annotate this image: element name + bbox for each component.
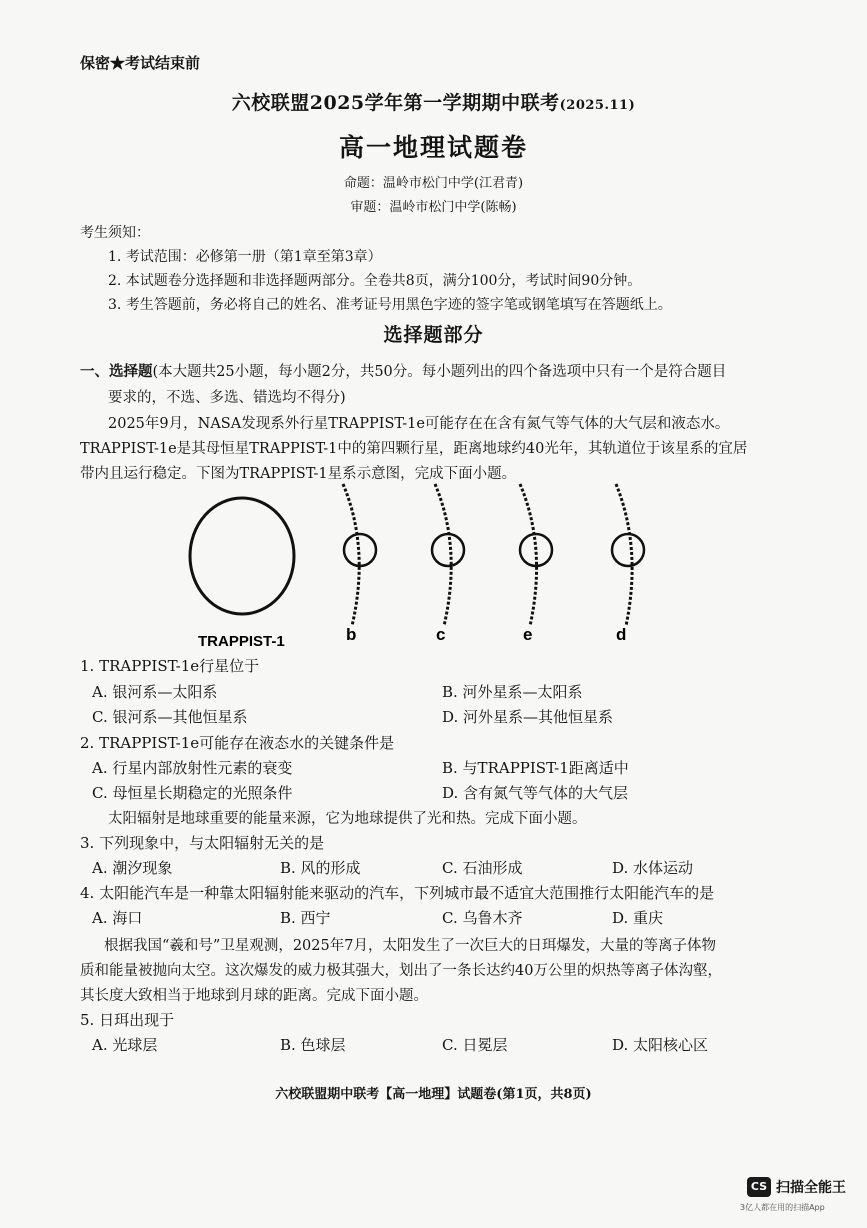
- orbit-c: [432, 484, 464, 626]
- passage1-line: TRAPPIST-1e是其母恒星TRAPPIST-1中的第四颗行星，距离地球约40光年，其轨道位于该星系的宜居: [80, 441, 748, 457]
- paper-title: 高一地理试题卷: [338, 133, 528, 162]
- q3-option-b: B. 风的形成: [280, 859, 361, 877]
- planet-label-c: c: [436, 625, 446, 644]
- part1-instructions-cont: 要求的，不选、多选、错选均不得分): [108, 390, 346, 406]
- notice-item: 3. 考生答题前，务必将自己的姓名、准考证号用黑色字迹的签字笔或钢笔填写在答题纸上。: [108, 297, 672, 313]
- q5-option-d: D. 太阳核心区: [612, 1036, 709, 1054]
- q1-option-c: C. 银河系—其他恒星系: [92, 708, 248, 726]
- orbit-d: [612, 484, 644, 626]
- trappist-system-diagram: [180, 478, 660, 658]
- q3-option-d: D. 水体运动: [612, 859, 694, 877]
- planet-label-d: d: [616, 625, 627, 644]
- question-1: 1. TRAPPIST-1e行星位于: [80, 657, 260, 675]
- q1-option-d: D. 河外星系—其他恒星系: [442, 708, 614, 726]
- part1-text: (本大题共25小题，每小题2分，共50分。每小题列出的四个备选项中只有一个是符合题目: [152, 364, 727, 380]
- passage3-line: 质和能量被抛向太空。这次爆发的威力极其强大，划出了一条长达约40万公里的炽热等离子体沟壑，: [80, 963, 722, 979]
- question-4: 4. 太阳能汽车是一种靠太阳辐射能来驱动的汽车，下列城市最不适宜大范围推行太阳能汽车的是: [80, 884, 715, 902]
- exam-date: (2025.11): [559, 98, 636, 113]
- passage3-line: 其长度大致相当于地球到月球的距离。完成下面小题。: [80, 988, 428, 1004]
- passage3-line: 根据我国“羲和号”卫星观测，2025年7月，太阳发生了一次巨大的日珥爆发，大量的等离子体物: [104, 938, 716, 954]
- camscanner-tagline: 3亿人都在用的扫描App: [740, 1203, 825, 1212]
- q1-option-a: A. 银河系—太阳系: [92, 683, 218, 701]
- q4-option-b: B. 西宁: [280, 909, 331, 927]
- section-title: 选择题部分: [383, 324, 484, 346]
- camscanner-logo-icon: CS: [747, 1177, 771, 1197]
- passage1-line: 2025年9月，NASA发现系外行星TRAPPIST-1e可能存在在含有氮气等气体的大气层和液态水。: [108, 416, 730, 432]
- q4-option-d: D. 重庆: [612, 909, 664, 927]
- trappist-star: [190, 498, 294, 614]
- q5-option-b: B. 色球层: [280, 1036, 346, 1054]
- q3-option-c: C. 石油形成: [442, 859, 523, 877]
- exam-title: [0, 88, 867, 115]
- passage1-line: 带内且运行稳定。下图为TRAPPIST-1星系示意图，完成下面小题。: [80, 466, 517, 482]
- exam-title-text: 六校联盟2025学年第一学期期中联考: [231, 92, 560, 114]
- setter-line: 命题：温岭市松门中学(江君青): [343, 176, 524, 191]
- star-label: TRAPPIST-1: [198, 633, 285, 650]
- notice-item: 2. 本试题卷分选择题和非选择题两部分。全卷共8页，满分100分，考试时间90分钟。: [108, 273, 642, 289]
- planet-label-e: e: [523, 625, 533, 644]
- orbit-b: [343, 484, 376, 626]
- page-footer: 六校联盟期中联考【高一地理】试题卷(第1页，共8页): [275, 1087, 592, 1102]
- q5-option-c: C. 日冕层: [442, 1036, 508, 1054]
- q3-option-a: A. 潮汐现象: [92, 859, 173, 877]
- q2-option-a: A. 行星内部放射性元素的衰变: [92, 759, 293, 777]
- part1-instructions: [80, 360, 726, 381]
- notice-item: 1. 考试范围：必修第一册（第1章至第3章）: [108, 249, 382, 265]
- q2-option-c: C. 母恒星长期稳定的光照条件: [92, 784, 293, 802]
- question-5: 5. 日珥出现于: [80, 1011, 175, 1029]
- reviewer-line: 审题：温岭市松门中学(陈畅): [350, 200, 517, 215]
- confidential-label: 保密★考试结束前: [80, 54, 201, 72]
- notice-heading: 考生须知：: [80, 225, 150, 241]
- planet-label-b: b: [346, 625, 357, 644]
- q4-option-a: A. 海口: [92, 909, 143, 927]
- passage2: 太阳辐射是地球重要的能量来源，它为地球提供了光和热。完成下面小题。: [108, 811, 587, 827]
- question-2: 2. TRAPPIST-1e可能存在液态水的关键条件是: [80, 734, 395, 752]
- q4-option-c: C. 乌鲁木齐: [442, 909, 523, 927]
- q5-option-a: A. 光球层: [92, 1036, 158, 1054]
- camscanner-name: 扫描全能王: [776, 1180, 846, 1196]
- q1-option-b: B. 河外星系—太阳系: [442, 683, 583, 701]
- q2-option-d: D. 含有氮气等气体的大气层: [442, 784, 629, 802]
- q2-option-b: B. 与TRAPPIST-1距离适中: [442, 759, 629, 777]
- orbit-e: [520, 484, 552, 626]
- part1-label: 一、选择题: [80, 363, 153, 380]
- question-3: 3. 下列现象中，与太阳辐射无关的是: [80, 834, 325, 852]
